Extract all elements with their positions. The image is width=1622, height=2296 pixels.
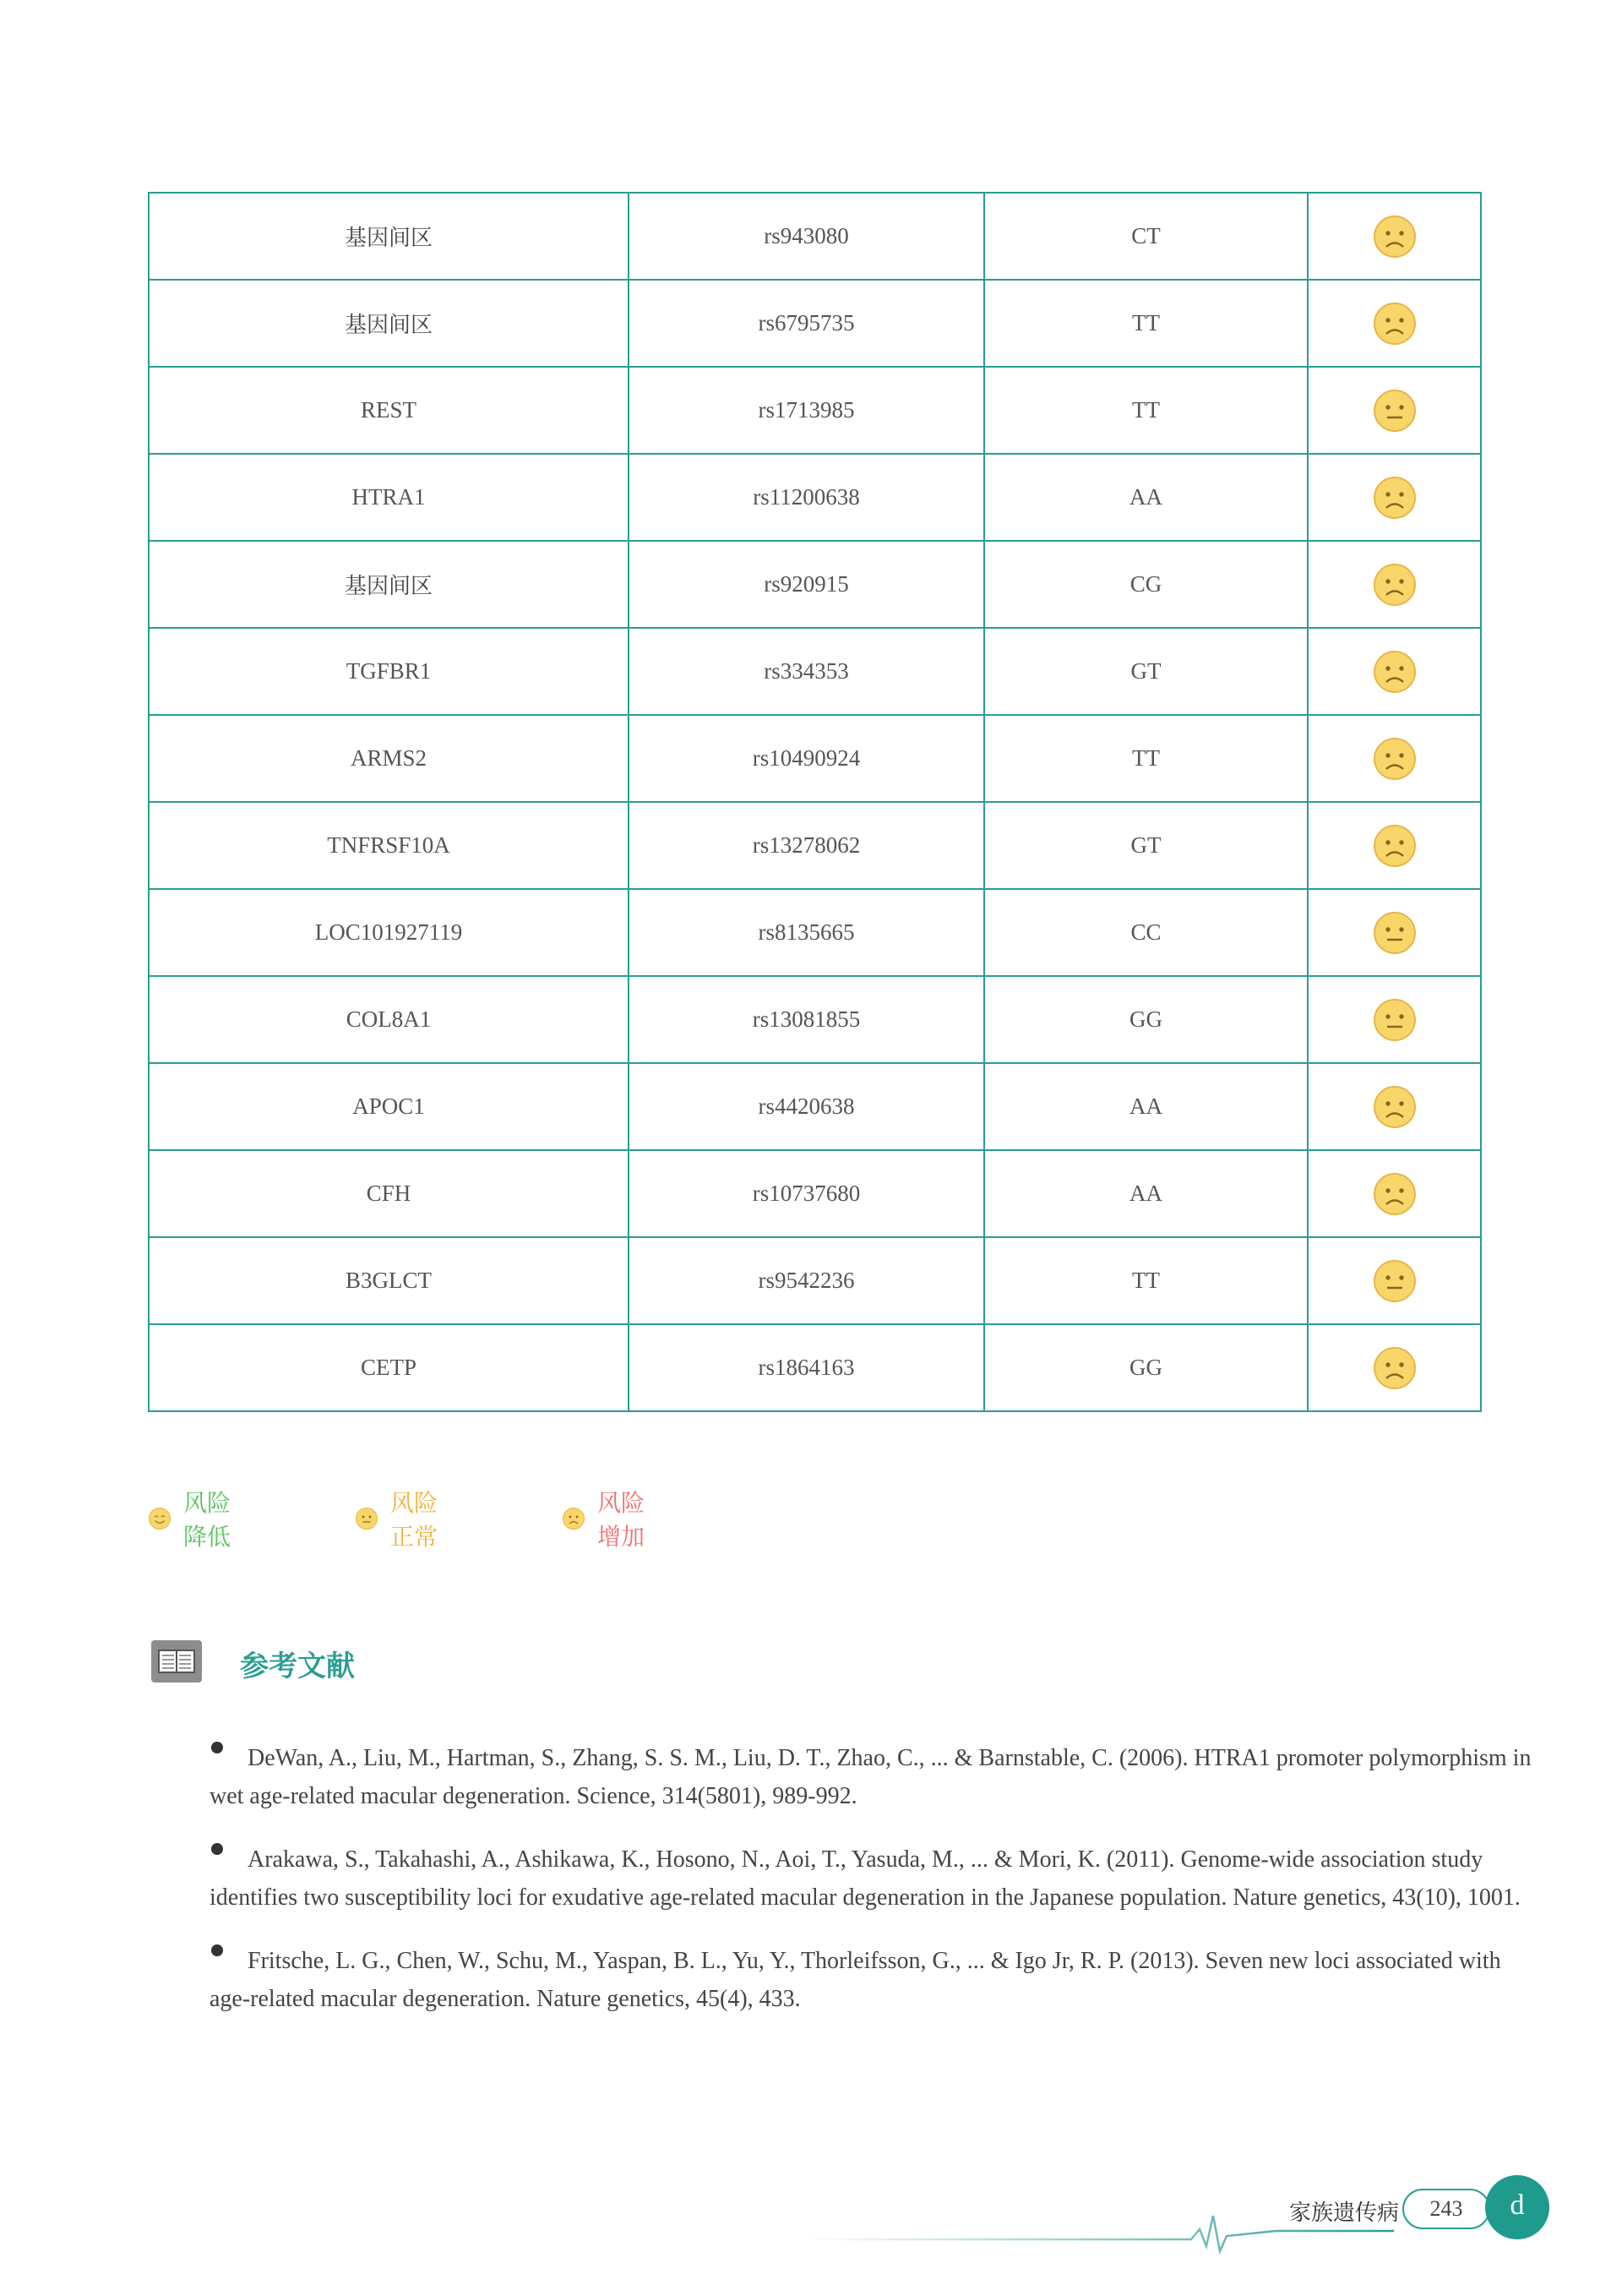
gene-cell: B3GLCT — [149, 1237, 629, 1324]
snp-cell: rs943080 — [629, 193, 984, 280]
table-body — [149, 193, 1481, 1411]
bullet-icon — [211, 1742, 223, 1753]
snp-cell: rs9542236 — [629, 1237, 984, 1324]
genotype-cell: CC — [984, 889, 1308, 976]
gene-cell: TNFRSF10A — [149, 802, 629, 889]
neutral-face-icon — [1372, 910, 1418, 956]
table-row — [149, 1150, 1481, 1237]
neutral-face-icon — [1372, 1258, 1418, 1304]
page-badge: d — [1485, 2175, 1549, 2239]
neutral-face-icon — [1372, 388, 1418, 434]
legend-label-normal: 风险正常 — [390, 1489, 438, 1551]
genotype-cell: CT — [984, 193, 1308, 280]
legend-item-increase — [562, 1485, 645, 1552]
gene-cell: ARMS2 — [149, 715, 629, 802]
gene-cell: CFH — [149, 1150, 629, 1237]
genotype-cell: GG — [984, 1324, 1308, 1411]
sad-face-icon — [1372, 1345, 1418, 1391]
legend-label-decrease: 风险降低 — [183, 1489, 231, 1551]
gene-cell: 基因间区 — [149, 280, 629, 367]
risk-cell — [1308, 1063, 1481, 1150]
sad-face-icon — [1372, 823, 1418, 869]
snp-cell: rs1864163 — [629, 1324, 984, 1411]
reference-text: DeWan, A., Liu, M., Hartman, S., Zhang, S. S. M., Liu, D. T., Zhao, C., ... & Barnstable, C. (2006). HTRA1 promoter polymorphism in wet age-related macular degeneration. Science, 314(5801), 989-992. — [210, 1745, 1532, 1809]
reference-text: Arakawa, S., Takahashi, A., Ashikawa, K., Hosono, N., Aoi, T., Yasuda, M., ... & Mori, K. (2011). Genome-wide association study identifies two susceptibility loci for exudative age-related macular degeneration in the Japanese population. Nature genetics, 43(10), 1001. — [210, 1846, 1521, 1911]
references-title: 参考文献 — [240, 1650, 355, 1683]
table-row — [149, 193, 1481, 280]
snp-cell: rs10490924 — [629, 715, 984, 802]
risk-cell — [1308, 454, 1481, 541]
genotype-cell: TT — [984, 1237, 1308, 1324]
table-row — [149, 1063, 1481, 1150]
reference-item — [210, 1739, 1536, 1815]
table-row — [149, 541, 1481, 628]
genotype-cell: CG — [984, 541, 1308, 628]
table-row — [149, 1324, 1481, 1411]
sad-face-icon — [1372, 1171, 1418, 1217]
neutral-face-icon — [1372, 997, 1418, 1043]
footer-title: 家族遗传病 — [1289, 2201, 1400, 2226]
table-row — [149, 802, 1481, 889]
risk-cell — [1308, 889, 1481, 976]
sad-face-icon — [1372, 214, 1418, 259]
sad-face-icon — [562, 1495, 585, 1542]
snp-cell: rs334353 — [629, 628, 984, 715]
sad-face-icon — [1372, 736, 1418, 782]
risk-cell — [1308, 715, 1481, 802]
risk-cell — [1308, 1324, 1481, 1411]
gene-cell: LOC101927119 — [149, 889, 629, 976]
reference-text: Fritsche, L. G., Chen, W., Schu, M., Yaspan, B. L., Yu, Y., Thorleifsson, G., ... & Igo Jr, R. P. (2013). Seven new loci associated with age-related macular degeneration. Nature genetics, 45(4), 433. — [210, 1948, 1501, 2012]
sad-face-icon — [1372, 1084, 1418, 1130]
gene-cell: 基因间区 — [149, 541, 629, 628]
genotype-cell: TT — [984, 367, 1308, 454]
sad-face-icon — [1372, 562, 1418, 608]
table-row — [149, 976, 1481, 1063]
risk-cell — [1308, 1237, 1481, 1324]
risk-cell — [1308, 802, 1481, 889]
bullet-icon — [211, 1944, 223, 1956]
genotype-cell: GT — [984, 802, 1308, 889]
table-row — [149, 889, 1481, 976]
genotype-cell: AA — [984, 1063, 1308, 1150]
snp-cell: rs13278062 — [629, 802, 984, 889]
genotype-cell: GG — [984, 976, 1308, 1063]
risk-cell — [1308, 976, 1481, 1063]
risk-cell — [1308, 628, 1481, 715]
snp-cell: rs920915 — [629, 541, 984, 628]
table-row — [149, 1237, 1481, 1324]
bullet-icon — [211, 1843, 223, 1855]
sad-face-icon — [1372, 475, 1418, 521]
smile-face-icon — [148, 1495, 171, 1542]
page-number: 243 — [1402, 2189, 1490, 2229]
table-row — [149, 715, 1481, 802]
genotype-cell: TT — [984, 280, 1308, 367]
gene-cell: 基因间区 — [149, 193, 629, 280]
reference-item — [210, 1841, 1536, 1917]
legend-item-normal — [355, 1485, 438, 1552]
table-row — [149, 628, 1481, 715]
snp-cell: rs4420638 — [629, 1063, 984, 1150]
table-row — [149, 280, 1481, 367]
risk-cell — [1308, 541, 1481, 628]
gene-cell: REST — [149, 367, 629, 454]
snp-cell: rs11200638 — [629, 454, 984, 541]
gene-cell: HTRA1 — [149, 454, 629, 541]
snp-cell: rs6795735 — [629, 280, 984, 367]
legend-label-increase: 风险增加 — [597, 1489, 645, 1551]
genotype-cell: AA — [984, 454, 1308, 541]
gene-cell: COL8A1 — [149, 976, 629, 1063]
genotype-cell: GT — [984, 628, 1308, 715]
genotype-cell: AA — [984, 1150, 1308, 1237]
gene-cell: CETP — [149, 1324, 629, 1411]
book-icon — [151, 1640, 202, 1682]
neutral-face-icon — [355, 1495, 378, 1542]
risk-cell — [1308, 1150, 1481, 1237]
snp-cell: rs13081855 — [629, 976, 984, 1063]
legend-item-decrease — [148, 1485, 231, 1552]
reference-list — [210, 1739, 1536, 2043]
risk-cell — [1308, 280, 1481, 367]
risk-cell — [1308, 193, 1481, 280]
risk-cell — [1308, 367, 1481, 454]
genotype-cell: TT — [984, 715, 1308, 802]
gene-risk-table — [148, 192, 1482, 1412]
table-row — [149, 367, 1481, 454]
snp-cell: rs10737680 — [629, 1150, 984, 1237]
reference-item — [210, 1942, 1536, 2018]
snp-cell: rs8135665 — [629, 889, 984, 976]
snp-cell: rs1713985 — [629, 367, 984, 454]
gene-cell: TGFBR1 — [149, 628, 629, 715]
table-row — [149, 454, 1481, 541]
gene-cell: APOC1 — [149, 1063, 629, 1150]
sad-face-icon — [1372, 301, 1418, 346]
sad-face-icon — [1372, 649, 1418, 695]
